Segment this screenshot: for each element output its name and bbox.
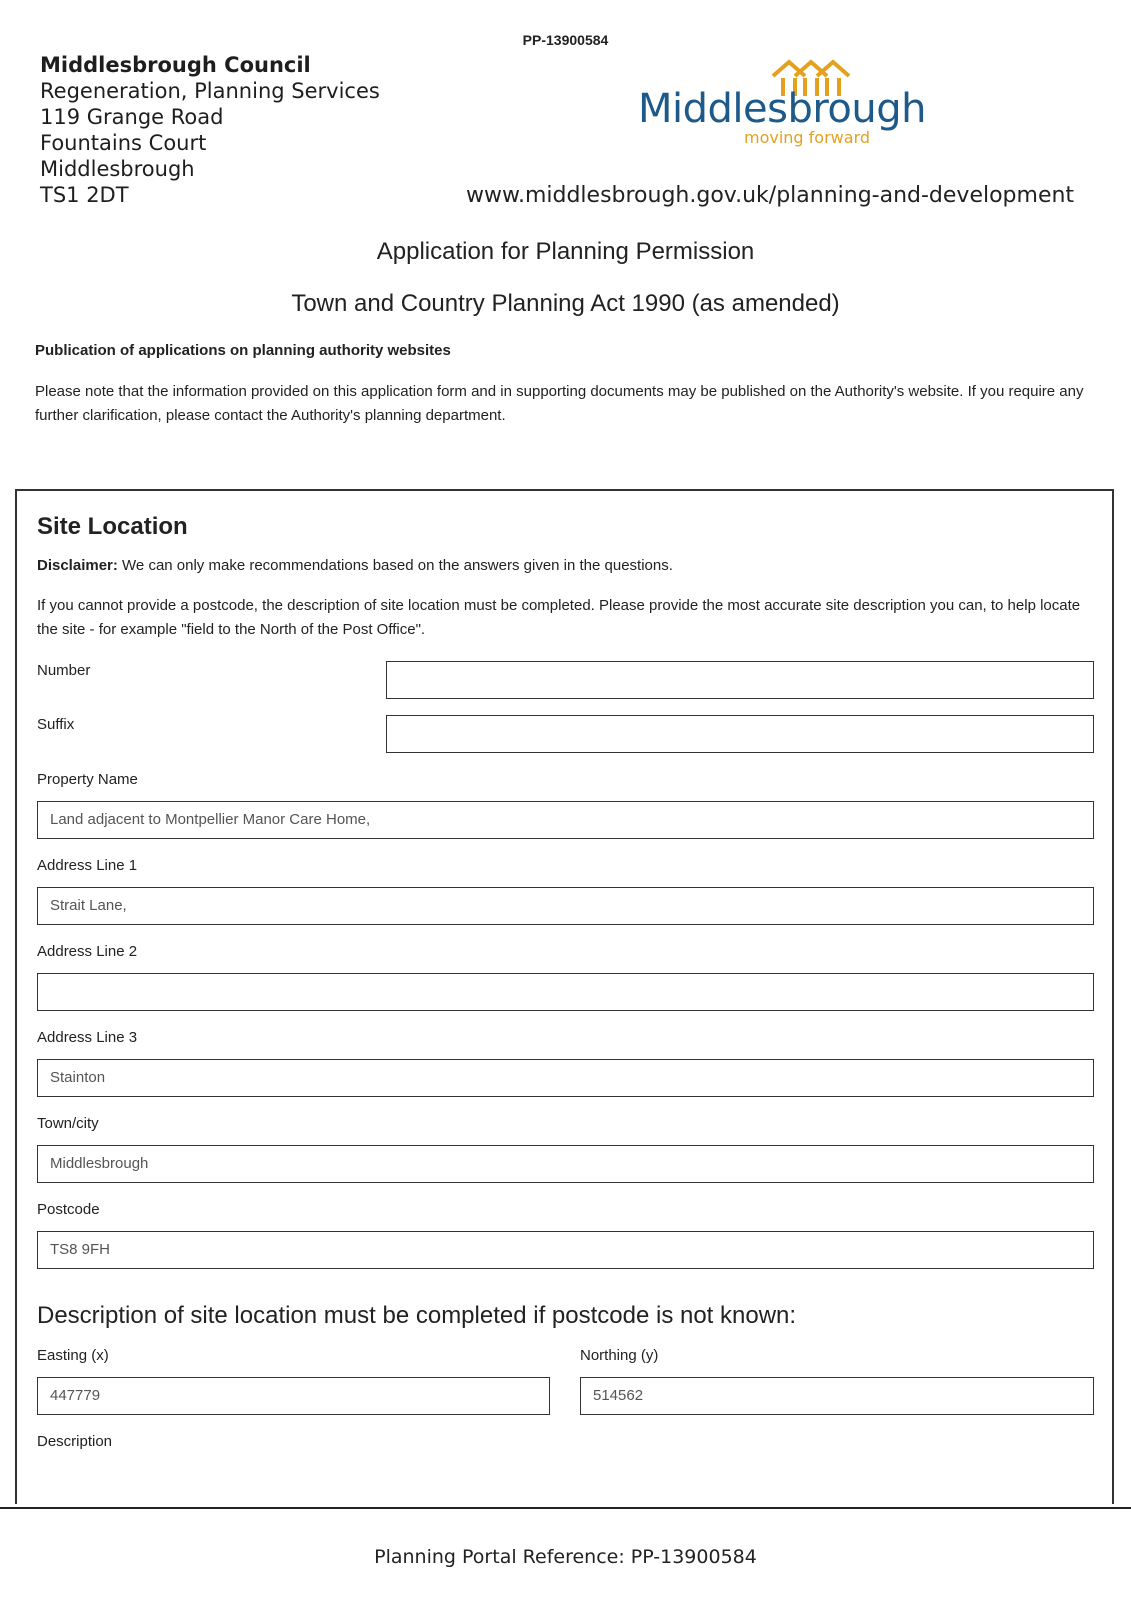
address-line-3-label: Address Line 3 xyxy=(37,1029,138,1046)
town-city-field[interactable]: Middlesbrough xyxy=(37,1145,1094,1183)
publication-heading: Publication of applications on planning authority websites xyxy=(35,342,451,359)
address-line-2-label: Address Line 2 xyxy=(37,943,138,960)
council-address xyxy=(40,52,380,208)
disclaimer-text: We can only make recommendations based on the answers given in the questions. xyxy=(117,557,673,574)
northing-field[interactable]: 514562 xyxy=(580,1377,1094,1415)
number-label: Number xyxy=(37,662,91,679)
description-label: Description xyxy=(37,1433,113,1450)
easting-label: Easting (x) xyxy=(37,1347,109,1364)
publication-text: Please note that the information provided on this application form and in supporting documents may be published on the Authority's website. If you require any further clarification, please contact the Authority's planning department. xyxy=(35,383,1084,424)
town-city-label: Town/city xyxy=(37,1115,99,1132)
address-line-postcode: TS1 2DT xyxy=(40,183,129,207)
disclaimer xyxy=(37,554,1097,578)
northing-label: Northing (y) xyxy=(580,1347,659,1364)
postcode-field[interactable]: TS8 9FH xyxy=(37,1231,1094,1269)
section-title: Site Location xyxy=(37,513,188,540)
logo-tagline: moving forward xyxy=(744,128,871,147)
description-heading: Description of site location must be completed if postcode is not known: xyxy=(37,1302,797,1329)
page-title: Application for Planning Permission xyxy=(376,238,755,265)
logo-wordmark: Middlesbrough xyxy=(638,86,926,132)
address-line-street: 119 Grange Road xyxy=(40,105,224,129)
address-line-council: Middlesbrough Council xyxy=(40,53,311,77)
suffix-label: Suffix xyxy=(37,716,75,733)
address-line-department: Regeneration, Planning Services xyxy=(40,79,380,103)
footer-reference: Planning Portal Reference: PP-13900584 xyxy=(374,1546,757,1568)
property-name-label: Property Name xyxy=(37,771,138,788)
address-line-building: Fountains Court xyxy=(40,131,207,155)
address-line-1-field[interactable]: Strait Lane, xyxy=(37,887,1094,925)
middlesbrough-logo xyxy=(638,56,938,152)
page-subtitle: Town and Country Planning Act 1990 (as amended) xyxy=(291,290,840,317)
footer-divider xyxy=(0,1507,1131,1509)
disclaimer-label: Disclaimer: xyxy=(37,557,118,574)
address-line-3-field[interactable]: Stainton xyxy=(37,1059,1094,1097)
document-reference: PP-13900584 xyxy=(522,32,609,48)
site-instructions: If you cannot provide a postcode, the description of site location must be completed. Please provide the most accurate site description you can, to help locate the site - for example "field to the North of the Post Office". xyxy=(37,597,1081,638)
website-link[interactable]: www.middlesbrough.gov.uk/planning-and-development xyxy=(466,183,1075,208)
suffix-field[interactable] xyxy=(386,715,1094,753)
address-line-town: Middlesbrough xyxy=(40,157,195,181)
easting-field[interactable]: 447779 xyxy=(37,1377,550,1415)
address-line-2-field[interactable] xyxy=(37,973,1094,1011)
property-name-field[interactable]: Land adjacent to Montpellier Manor Care Home, xyxy=(37,801,1094,839)
number-field[interactable] xyxy=(386,661,1094,699)
address-line-1-label: Address Line 1 xyxy=(37,857,138,874)
postcode-label: Postcode xyxy=(37,1201,100,1218)
